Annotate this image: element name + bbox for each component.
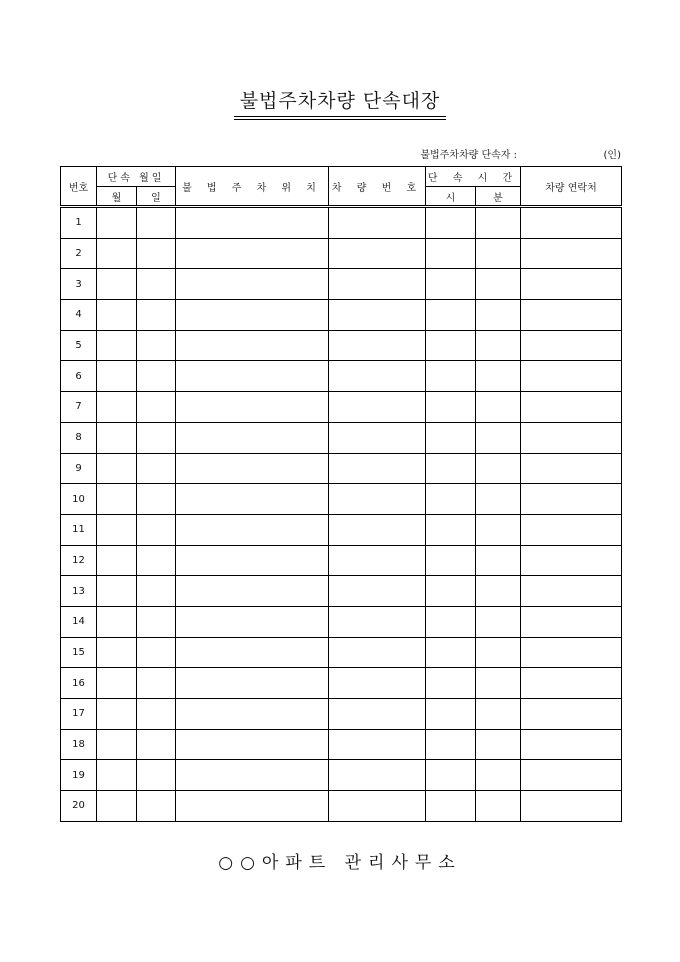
row-number: 4 [61,300,97,331]
contact-cell[interactable] [521,453,622,484]
header-time-group: 단 속 시 간 [426,167,521,187]
minute-cell[interactable] [476,484,521,515]
day-cell[interactable] [137,545,176,576]
plate-cell[interactable] [329,361,426,392]
plate-cell[interactable] [329,269,426,300]
month-cell[interactable] [97,791,137,822]
minute-cell[interactable] [476,330,521,361]
location-cell[interactable] [176,699,329,730]
minute-cell[interactable] [476,269,521,300]
contact-cell[interactable] [521,668,622,699]
day-cell[interactable] [137,453,176,484]
month-cell[interactable] [97,238,137,269]
hour-cell[interactable] [426,207,476,239]
minute-cell[interactable] [476,238,521,269]
table-row [61,330,622,361]
contact-cell[interactable] [521,422,622,453]
minute-cell[interactable] [476,514,521,545]
row-number: 3 [61,269,97,300]
row-number: 19 [61,760,97,791]
location-cell[interactable] [176,269,329,300]
month-cell[interactable] [97,545,137,576]
month-cell[interactable] [97,637,137,668]
table-row [61,514,622,545]
hour-cell[interactable] [426,269,476,300]
hour-cell[interactable] [426,238,476,269]
title-wrapper [0,86,680,117]
hour-cell[interactable] [426,791,476,822]
minute-cell[interactable] [476,606,521,637]
location-cell[interactable] [176,791,329,822]
location-cell[interactable] [176,729,329,760]
page-title: 불법주차차량 단속대장 [234,86,447,117]
month-cell[interactable] [97,484,137,515]
table-row [61,207,622,239]
row-number: 18 [61,729,97,760]
location-cell[interactable] [176,606,329,637]
day-cell[interactable] [137,269,176,300]
location-cell[interactable] [176,330,329,361]
contact-cell[interactable] [521,637,622,668]
minute-cell[interactable] [476,699,521,730]
contact-cell[interactable] [521,300,622,331]
location-cell[interactable] [176,760,329,791]
hour-cell[interactable] [426,453,476,484]
plate-cell[interactable] [329,207,426,239]
plate-cell[interactable] [329,514,426,545]
row-number: 9 [61,453,97,484]
hour-cell[interactable] [426,545,476,576]
row-number: 6 [61,361,97,392]
month-cell[interactable] [97,699,137,730]
minute-cell[interactable] [476,760,521,791]
minute-cell[interactable] [476,361,521,392]
contact-cell[interactable] [521,606,622,637]
location-cell[interactable] [176,637,329,668]
header-contact: 차량 연락처 [521,167,622,207]
contact-cell[interactable] [521,392,622,423]
plate-cell[interactable] [329,300,426,331]
header-date-group: 단속 월일 [97,167,176,187]
plate-cell[interactable] [329,545,426,576]
header-day: 일 [137,187,176,207]
row-number: 2 [61,238,97,269]
table-row [61,300,622,331]
location-cell[interactable] [176,207,329,239]
contact-cell[interactable] [521,514,622,545]
hour-cell[interactable] [426,729,476,760]
minute-cell[interactable] [476,576,521,607]
month-cell[interactable] [97,207,137,239]
day-cell[interactable] [137,760,176,791]
hour-cell[interactable] [426,300,476,331]
officer-label: 불법주차차량 단속자 : [420,150,517,161]
minute-cell[interactable] [476,545,521,576]
location-cell[interactable] [176,453,329,484]
minute-cell[interactable] [476,392,521,423]
table-row [61,269,622,300]
location-cell[interactable] [176,484,329,515]
minute-cell[interactable] [476,300,521,331]
contact-cell[interactable] [521,269,622,300]
table-row [61,392,622,423]
hour-cell[interactable] [426,606,476,637]
row-number: 12 [61,545,97,576]
row-number: 5 [61,330,97,361]
minute-cell[interactable] [476,729,521,760]
row-number: 16 [61,668,97,699]
month-cell[interactable] [97,392,137,423]
plate-cell[interactable] [329,760,426,791]
plate-cell[interactable] [329,238,426,269]
month-cell[interactable] [97,269,137,300]
day-cell[interactable] [137,422,176,453]
table-row [61,760,622,791]
hour-cell[interactable] [426,392,476,423]
day-cell[interactable] [137,576,176,607]
minute-cell[interactable] [476,791,521,822]
hour-cell[interactable] [426,699,476,730]
day-cell[interactable] [137,207,176,239]
officer-seal: (인) [603,150,621,161]
hour-cell[interactable] [426,514,476,545]
minute-cell[interactable] [476,668,521,699]
contact-cell[interactable] [521,484,622,515]
table-row [61,791,622,822]
month-cell[interactable] [97,668,137,699]
month-cell[interactable] [97,760,137,791]
location-cell[interactable] [176,238,329,269]
table-row [61,484,622,515]
table-row [61,668,622,699]
table-row [61,699,622,730]
contact-cell[interactable] [521,207,622,239]
table-row [61,576,622,607]
hour-cell[interactable] [426,422,476,453]
hour-cell[interactable] [426,484,476,515]
contact-cell[interactable] [521,238,622,269]
location-cell[interactable] [176,361,329,392]
minute-cell[interactable] [476,422,521,453]
contact-cell[interactable] [521,729,622,760]
month-cell[interactable] [97,330,137,361]
day-cell[interactable] [137,392,176,423]
footer-office: ○○아파트 관리사무소 [218,853,462,873]
day-cell[interactable] [137,300,176,331]
day-cell[interactable] [137,606,176,637]
day-cell[interactable] [137,330,176,361]
contact-cell[interactable] [521,545,622,576]
table-row [61,422,622,453]
location-cell[interactable] [176,392,329,423]
contact-cell[interactable] [521,576,622,607]
plate-cell[interactable] [329,791,426,822]
minute-cell[interactable] [476,453,521,484]
location-cell[interactable] [176,545,329,576]
table-row [61,637,622,668]
day-cell[interactable] [137,361,176,392]
hour-cell[interactable] [426,760,476,791]
hour-cell[interactable] [426,576,476,607]
contact-cell[interactable] [521,330,622,361]
table-row [61,729,622,760]
contact-cell[interactable] [521,791,622,822]
row-number: 15 [61,637,97,668]
plate-cell[interactable] [329,453,426,484]
day-cell[interactable] [137,637,176,668]
table-row [61,453,622,484]
contact-cell[interactable] [521,760,622,791]
month-cell[interactable] [97,729,137,760]
plate-cell[interactable] [329,668,426,699]
hour-cell[interactable] [426,668,476,699]
month-cell[interactable] [97,453,137,484]
plate-cell[interactable] [329,637,426,668]
officer-line [60,144,621,160]
month-cell[interactable] [97,361,137,392]
header-minute: 분 [476,187,521,207]
header-number: 번호 [61,167,97,207]
row-number: 11 [61,514,97,545]
row-number: 8 [61,422,97,453]
location-cell[interactable] [176,668,329,699]
contact-cell[interactable] [521,361,622,392]
row-number: 10 [61,484,97,515]
header-month: 월 [97,187,137,207]
day-cell[interactable] [137,484,176,515]
plate-cell[interactable] [329,392,426,423]
row-number: 14 [61,606,97,637]
location-cell[interactable] [176,300,329,331]
table-row [61,238,622,269]
ledger-table [60,166,622,822]
minute-cell[interactable] [476,637,521,668]
row-number: 13 [61,576,97,607]
month-cell[interactable] [97,514,137,545]
row-number: 20 [61,791,97,822]
plate-cell[interactable] [329,576,426,607]
header-location: 불 법 주 차 위 치 [176,167,329,207]
plate-cell[interactable] [329,606,426,637]
plate-cell[interactable] [329,484,426,515]
day-cell[interactable] [137,699,176,730]
day-cell[interactable] [137,791,176,822]
ledger-body [61,207,622,822]
hour-cell[interactable] [426,361,476,392]
row-number: 7 [61,392,97,423]
row-number: 1 [61,207,97,239]
day-cell[interactable] [137,729,176,760]
day-cell[interactable] [137,668,176,699]
location-cell[interactable] [176,422,329,453]
header-plate: 차 량 번 호 [329,167,426,207]
plate-cell[interactable] [329,422,426,453]
day-cell[interactable] [137,514,176,545]
plate-cell[interactable] [329,729,426,760]
month-cell[interactable] [97,606,137,637]
row-number: 17 [61,699,97,730]
hour-cell[interactable] [426,637,476,668]
plate-cell[interactable] [329,699,426,730]
month-cell[interactable] [97,576,137,607]
header-hour: 시 [426,187,476,207]
location-cell[interactable] [176,576,329,607]
table-row [61,545,622,576]
month-cell[interactable] [97,300,137,331]
location-cell[interactable] [176,514,329,545]
table-row [61,361,622,392]
month-cell[interactable] [97,422,137,453]
hour-cell[interactable] [426,330,476,361]
contact-cell[interactable] [521,699,622,730]
minute-cell[interactable] [476,207,521,239]
plate-cell[interactable] [329,330,426,361]
table-row [61,606,622,637]
day-cell[interactable] [137,238,176,269]
